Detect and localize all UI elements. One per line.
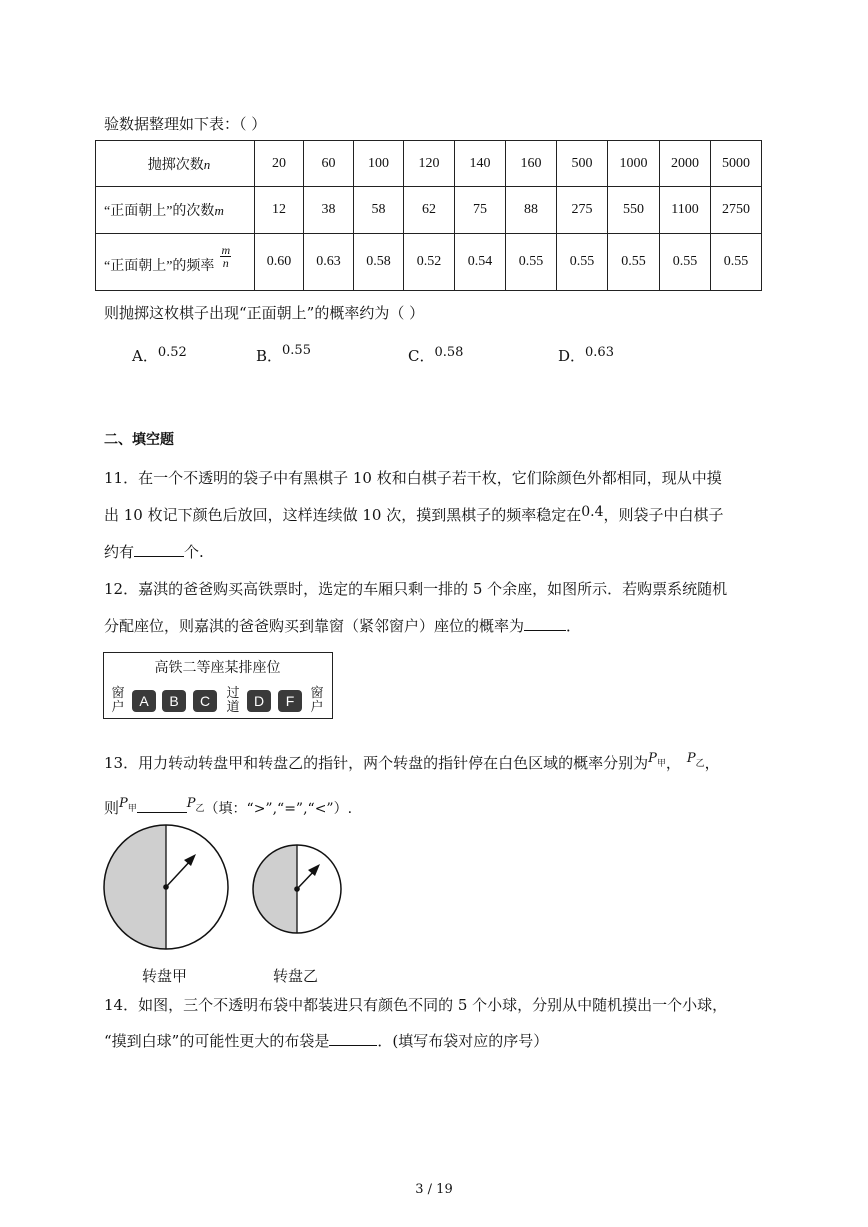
seat-c: C: [193, 690, 217, 712]
seat-diagram: [103, 652, 333, 719]
aisle-label: 过 道: [226, 686, 240, 715]
q12-line2: 分配座位，则嘉淇的爸爸购买到靠窗（紧邻窗户）座位的概率为 ．: [104, 617, 582, 635]
seat-diagram-title: 高铁二等座某排座位: [154, 660, 281, 676]
freq-cell: 0.55: [711, 234, 762, 291]
fraction-m-over-n: $\frac{m}{n}$: [221, 242, 231, 270]
freq-cell: 0.52: [404, 234, 455, 291]
seat-f: F: [278, 690, 302, 712]
option-a: A．0.52: [132, 345, 187, 365]
q11-line1: 11．在一个不透明的袋子中有黑棋子 10 枚和白棋子若干枚，它们除颜色外都相同，现从中摸: [104, 469, 722, 487]
q13-line2: 则P甲 P乙（填：“>”,“=”,“<”）.: [104, 796, 353, 817]
freq-cell: 0.55: [660, 234, 711, 291]
seat-d: D: [247, 690, 271, 712]
freq-cell: 0.55: [557, 234, 608, 291]
q11-line3: 约有 个.: [104, 543, 204, 561]
answer-blank: [137, 798, 187, 813]
heads-cell: 1100: [660, 187, 711, 234]
throws-cell: 20: [255, 141, 304, 187]
q12-line1: 12．嘉淇的爸爸购买高铁票时，选定的车厢只剩一排的 5 个余座，如图所示．若购票系统随机: [104, 580, 728, 598]
heads-cell: 75: [455, 187, 506, 234]
spinner-diagram: [100, 822, 350, 952]
throws-cell: 140: [455, 141, 506, 187]
row-throws-label: 抛掷次数: [147, 157, 204, 173]
freq-cell: 0.63: [304, 234, 354, 291]
answer-blank: [134, 542, 184, 557]
q11-line2: 出 10 枚记下颜色后放回，这样连续做 10 次，摸到黑棋子的频率稳定在0.4，则袋子中白棋子: [104, 504, 724, 524]
page-number: 3 / 19: [415, 1182, 453, 1197]
q14-line2: “摸到白球”的可能性更大的布袋是 ．(填写布袋对应的序号）: [104, 1032, 549, 1050]
throws-cell: 1000: [608, 141, 660, 187]
spinner-jia-label: 转盘甲: [142, 967, 188, 985]
row-freq-header: [96, 234, 255, 291]
heads-cell: 58: [354, 187, 404, 234]
intro-text: 验数据整理如下表：（ ）: [104, 115, 267, 133]
answer-blank: [524, 616, 566, 631]
heads-cell: 38: [304, 187, 354, 234]
spinner-jia: [104, 825, 228, 949]
section-title: 二、填空题: [104, 432, 174, 448]
freq-cell: 0.60: [255, 234, 304, 291]
var-n: n: [203, 156, 211, 172]
seat-a: A: [132, 690, 156, 712]
q14-line1: 14．如图，三个不透明布袋中都装进只有颜色不同的 5 个小球，分别从中随机摸出一个小球，: [104, 996, 728, 1014]
freq-cell: 0.55: [608, 234, 660, 291]
option-b: B．0.55: [256, 343, 311, 365]
row-heads-header: [96, 187, 255, 234]
heads-cell: 275: [557, 187, 608, 234]
heads-cell: 12: [255, 187, 304, 234]
throws-cell: 5000: [711, 141, 762, 187]
window-label-left: 窗 户: [111, 686, 125, 715]
freq-cell: 0.58: [354, 234, 404, 291]
heads-cell: 550: [608, 187, 660, 234]
var-m: m: [214, 203, 224, 218]
freq-cell: 0.54: [455, 234, 506, 291]
q13-line1: 13．用力转动转盘甲和转盘乙的指针，两个转盘的指针停在白色区域的概率分别为P甲， P乙，: [104, 751, 720, 772]
row-throws-header: [96, 141, 255, 187]
throws-cell: 160: [506, 141, 557, 187]
window-label-right: 窗 户: [310, 686, 324, 715]
heads-cell: 2750: [711, 187, 762, 234]
row-freq-label: “正面朝上”的频率: [104, 258, 215, 274]
row-heads-label: “正面朝上”的次数: [104, 204, 215, 219]
throws-cell: 120: [404, 141, 455, 187]
throws-cell: 60: [304, 141, 354, 187]
option-c: C．0.58: [408, 345, 464, 365]
seat-b: B: [162, 690, 186, 712]
option-d: D．0.63: [558, 345, 614, 365]
throws-cell: 2000: [660, 141, 711, 187]
spinner-yi-label: 转盘乙: [273, 967, 319, 985]
throws-cell: 500: [557, 141, 608, 187]
heads-cell: 88: [506, 187, 557, 234]
throws-cell: 100: [354, 141, 404, 187]
spinner-yi: [253, 845, 341, 933]
heads-cell: 62: [404, 187, 455, 234]
q10-question: 则抛掷这枚棋子出现“正面朝上”的概率约为（ ）: [104, 304, 425, 322]
freq-cell: 0.55: [506, 234, 557, 291]
experiment-table: [95, 140, 762, 291]
answer-blank: [329, 1031, 377, 1046]
